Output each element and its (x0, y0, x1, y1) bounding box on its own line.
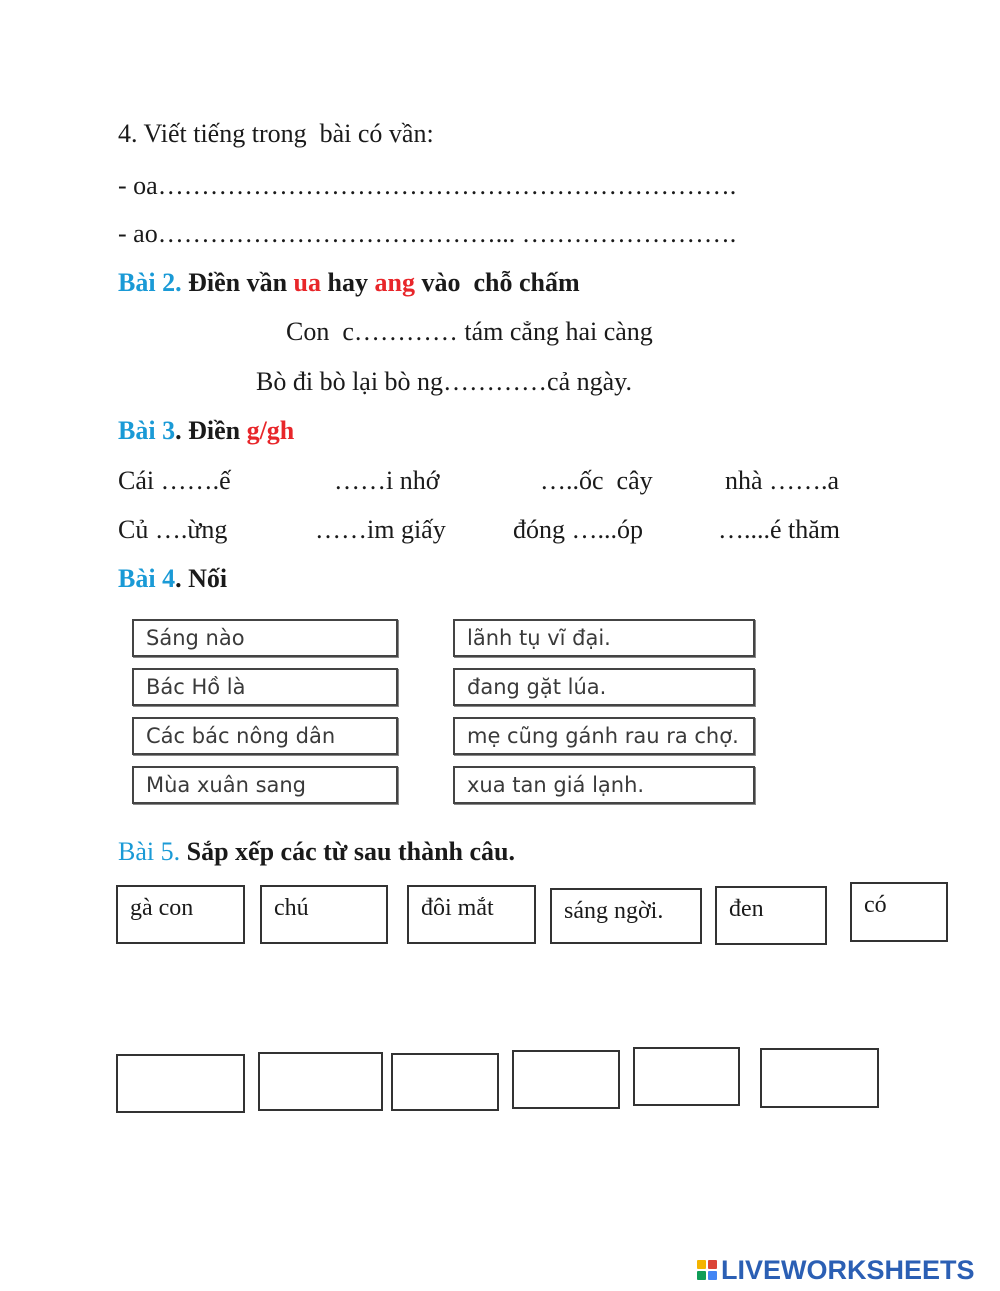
bai5-text: Sắp xếp các từ sau thành câu. (180, 837, 515, 866)
match-right-item[interactable]: mẹ cũng gánh rau ra chợ. (453, 717, 755, 755)
bai2-text-1: Điền vần (181, 268, 294, 297)
q4-line-ao: - ao…………………………………... ……………………. (118, 219, 737, 248)
word-card[interactable]: sáng ngời. (550, 888, 702, 944)
bai2-poem-line-2: Bò đi bò lại bò ng…………cả ngày. (256, 367, 632, 396)
match-left-item[interactable]: Các bác nông dân (132, 717, 398, 755)
bai4-label: Bài 4 (118, 564, 176, 593)
answer-box[interactable] (258, 1052, 383, 1111)
bai2-label: Bài 2. (118, 268, 182, 297)
answer-box[interactable] (116, 1054, 245, 1113)
answer-box[interactable] (391, 1053, 499, 1111)
answer-box[interactable] (633, 1047, 740, 1106)
match-right-item[interactable]: xua tan giá lạnh. (453, 766, 755, 804)
bai2-option-ang: ang (374, 268, 415, 297)
bai3-r2-item: đóng …...óp (513, 515, 643, 544)
bai3-r1-item: nhà …….a (725, 466, 840, 495)
bai4-text: . Nối (175, 564, 228, 593)
logo-text: LIVEWORKSHEETS (721, 1254, 975, 1285)
logo-grid-icon (697, 1260, 717, 1280)
match-right-item[interactable]: đang gặt lúa. (453, 668, 755, 706)
bai3-label: Bài 3 (118, 416, 176, 445)
word-card[interactable]: chú (260, 885, 388, 944)
word-card[interactable]: gà con (116, 885, 245, 944)
bai3-r2-item: Củ ….ừng (118, 515, 228, 544)
match-left-item[interactable]: Sáng nào (132, 619, 398, 657)
word-card[interactable]: đôi mắt (407, 885, 536, 944)
match-left-item[interactable]: Bác Hồ là (132, 668, 398, 706)
bai2-poem-line-1: Con c………… tám cẳng hai càng (286, 317, 653, 346)
bai2-option-ua: ua (293, 268, 322, 297)
answer-box[interactable] (512, 1050, 620, 1109)
bai4-heading (118, 563, 227, 595)
bai5-label: Bài 5. (118, 837, 181, 866)
bai3-r1-item: …..ốc cây (540, 466, 653, 495)
bai2-text-2: hay (321, 268, 375, 297)
match-left-item[interactable]: Mùa xuân sang (132, 766, 398, 804)
bai3-heading (118, 415, 294, 447)
bai3-r2-item: ……im giấy (315, 515, 446, 544)
liveworksheets-logo (697, 1255, 975, 1285)
bai3-r1-item: Cái …….ế (118, 466, 231, 495)
match-right-item[interactable]: lãnh tụ vĩ đại. (453, 619, 755, 657)
bai2-text-3: vào chỗ chấm (414, 268, 580, 297)
bai3-r1-item: ……i nhớ (334, 466, 440, 495)
bai2-heading (118, 267, 580, 299)
bai3-text: . Điền (175, 416, 247, 445)
q4-title: 4. Viết tiếng trong bài có vần: (118, 119, 434, 148)
bai3-option-g-gh: g/gh (246, 416, 295, 445)
answer-box[interactable] (760, 1048, 879, 1108)
word-card[interactable]: có (850, 882, 948, 942)
bai5-heading (118, 836, 515, 868)
q4-line-oa: - oa…………………………………………………………. (118, 171, 737, 200)
word-card[interactable]: đen (715, 886, 827, 945)
bai3-r2-item: …....é thăm (718, 515, 841, 544)
